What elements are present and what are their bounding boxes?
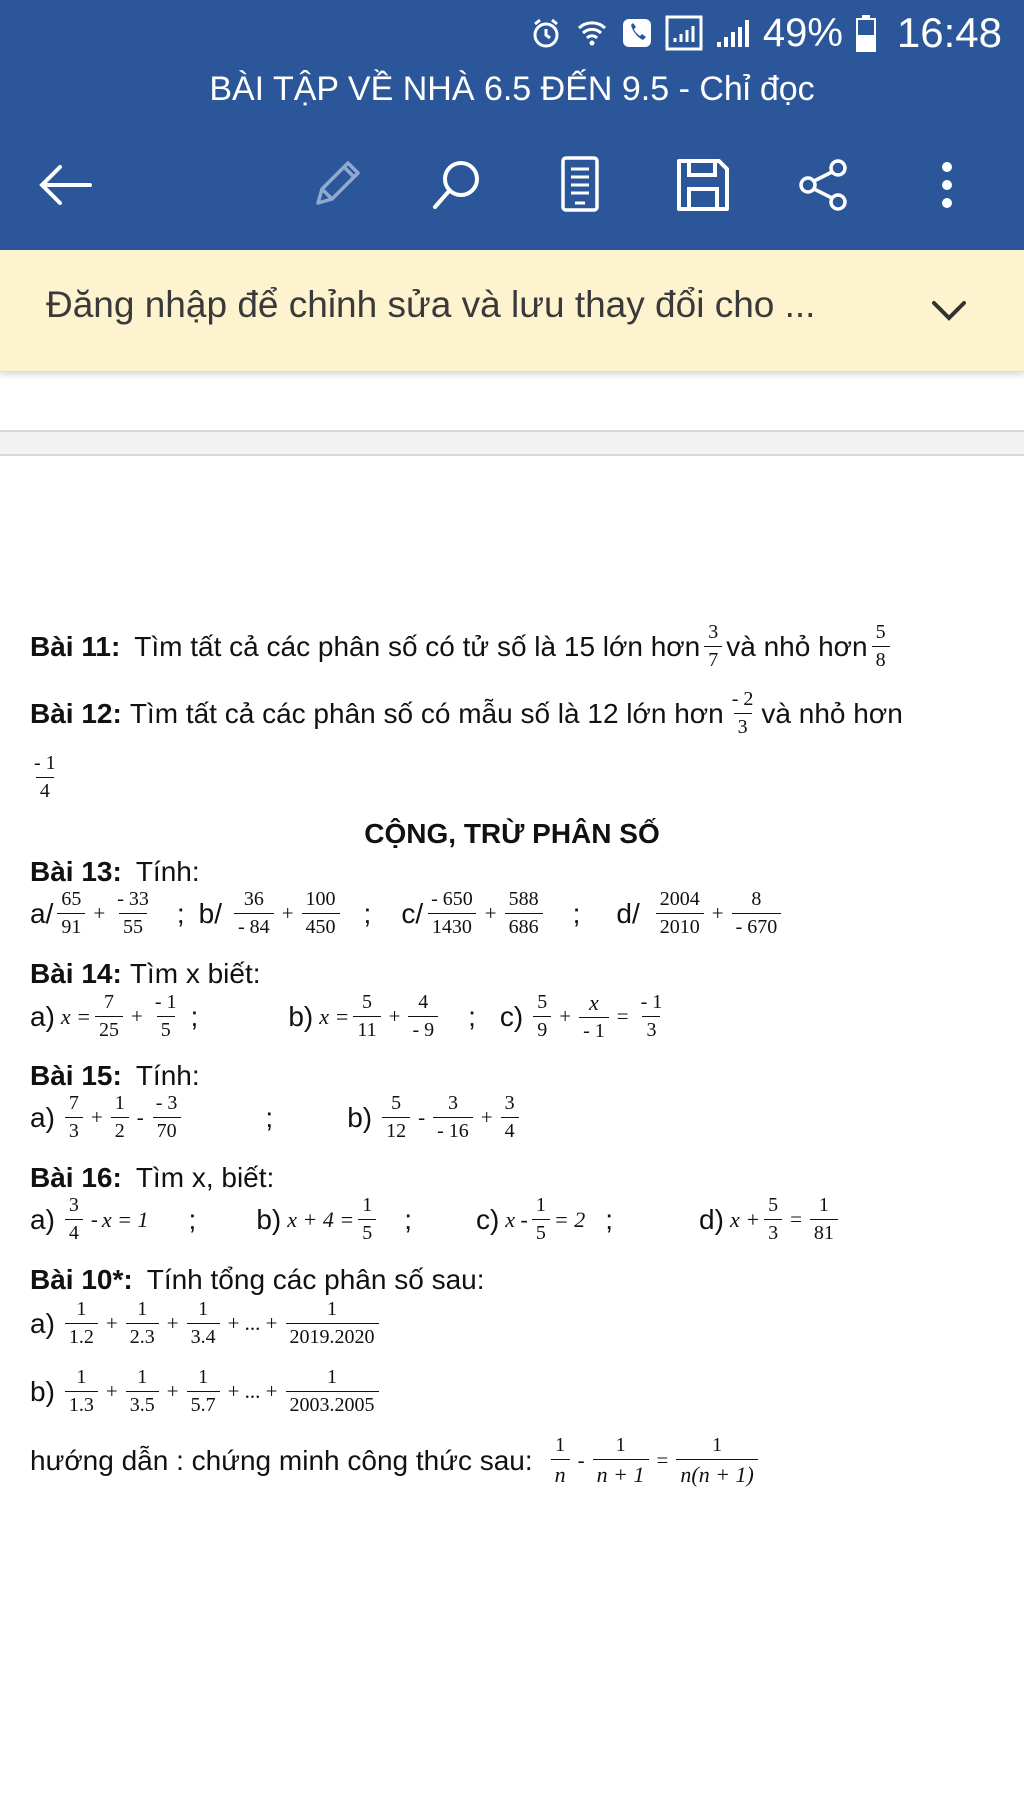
exercise-text: Tính: [135, 856, 200, 887]
app-bar [0, 0, 1024, 250]
fraction: $\frac{1}{2019.2020}$ [286, 1298, 379, 1349]
fraction: $\frac{5}{12}$ [382, 1092, 410, 1143]
separator: ; [363, 897, 372, 929]
exercise-10 [30, 1264, 485, 1296]
fraction: $\frac{4}{- 9}$ [408, 991, 438, 1042]
exercise-text: và nhỏ hơn [726, 630, 868, 662]
fraction: $\frac{7}{3}$ [65, 1092, 83, 1143]
exercise-14-items: a) x = $\frac{7}{25}$ + $\frac{- 1}{5}$ ; b) x = $\frac{5}{11}$ + $\frac{4}{- 9}$ ; c) $\frac{5}{9}$ + $\frac{x}{- 1}$ = $\frac{- 1}{3}$ [30, 990, 670, 1043]
exercise-text: Tìm tất cả các phân số có mẫu số là 12 lớn hơn [129, 697, 724, 729]
exercise-15-items: a) $\frac{7}{3}$ + $\frac{1}{2}$ - $\frac{- 3}{70}$ ; b) $\frac{5}{12}$ - $\frac{3}{- 16}$ + $\frac{3}{4}$ [30, 1092, 523, 1143]
save-icon[interactable] [670, 152, 736, 218]
item-label: b) [30, 1375, 55, 1407]
exercise-text: và nhỏ hơn [761, 697, 903, 729]
fraction: $\frac{1}{5}$ [532, 1194, 550, 1245]
fraction: $\frac{- 650}{1430}$ [427, 888, 477, 939]
exercise-label: Bài 15: [30, 1060, 122, 1091]
item-label: c) [499, 1000, 524, 1032]
item-label: a) [30, 1203, 55, 1235]
fraction: $\frac{65}{91}$ [57, 888, 85, 939]
sign-in-banner[interactable] [0, 250, 1024, 372]
exercise-10-item-b: b) $\frac{1}{1.3}$ + $\frac{1}{3.5}$ + $\frac{1}{5.7}$ + ... + $\frac{1}{2003.2005}$ [30, 1366, 383, 1417]
exercise-13-items: a/ $\frac{65}{91}$ + $\frac{- 33}{55}$ ; b/ $\frac{36}{- 84}$ + $\frac{100}{450}$ ; c/ $\frac{- 650}{1430}$ + $\frac{588}{686}$ ; d/ $\frac{2004}{2010}$ + $\frac{8}{- 670}$ [30, 888, 785, 939]
more-icon[interactable] [914, 152, 980, 218]
fraction: $\frac{- 1}{3}$ [640, 991, 663, 1042]
exercise-15 [30, 1060, 200, 1092]
separator: ; [468, 1000, 476, 1032]
fraction: $\frac{- 1}{4}$ [34, 752, 56, 802]
fraction: $\frac{- 33}{55}$ [117, 888, 149, 938]
separator: ; [605, 1203, 614, 1235]
item-label: b) [347, 1101, 373, 1133]
fraction: $\frac{5}{9}$ [533, 991, 551, 1042]
toolbar [0, 140, 1024, 230]
fraction: $\frac{588}{686}$ [505, 888, 543, 939]
fraction: $\frac{1}{5}$ [358, 1194, 376, 1245]
item-label: b) [288, 1000, 314, 1032]
exercise-12 [30, 688, 903, 739]
exercise-text: Tìm x, biết: [135, 1162, 275, 1193]
fraction: $\frac{1}{2.3}$ [126, 1298, 159, 1349]
fraction: $\frac{1}{n}$ [551, 1434, 570, 1487]
fraction: $\frac{2004}{2010}$ [656, 888, 704, 939]
exercise-13 [30, 856, 200, 888]
wifi-icon [575, 16, 609, 50]
pencil-icon[interactable] [303, 152, 369, 218]
hint-text: hướng dẫn : chứng minh công thức sau: [30, 1444, 533, 1476]
banner-text: Đăng nhập để chỉnh sửa và lưu thay đổi cho ... [46, 284, 816, 325]
document-page[interactable] [0, 456, 1024, 1820]
exercise-label: Bài 11: [30, 630, 121, 662]
fraction: $\frac{3}{- 16}$ [433, 1092, 473, 1143]
exercise-16-items: a) $\frac{3}{4}$ - x = 1 ; b) x + 4 = $\frac{1}{5}$ ; c) x - $\frac{1}{5}$ = 2 ; d) x + $\frac{5}{3}$ = $\frac{1}{81}$ [30, 1194, 842, 1245]
fraction: $\frac{- 1}{5}$ [154, 991, 177, 1042]
back-arrow-icon[interactable] [32, 152, 98, 218]
separator: ; [404, 1203, 412, 1235]
alarm-icon [529, 16, 563, 50]
signal-bars-icon [715, 15, 751, 51]
item-label: d) [699, 1203, 724, 1235]
battery-percentage: 49% [762, 10, 843, 55]
exercise-label: Bài 16: [30, 1162, 122, 1193]
hint-line: hướng dẫn : chứng minh công thức sau: $\frac{1}{n}$ - $\frac{1}{n + 1}$ = $\frac{1}{n(n + 1)}$ [30, 1434, 762, 1487]
fraction: $\frac{1}{5.7}$ [187, 1366, 220, 1417]
clock: 16:48 [896, 9, 1002, 56]
document-title: BÀI TẬP VỀ NHÀ 6.5 ĐẾN 9.5 - Chỉ đọc [209, 70, 815, 108]
separator: ; [190, 1000, 199, 1032]
fraction: $\frac{1}{3.5}$ [126, 1366, 159, 1417]
exercise-text: Tính: [135, 1060, 200, 1091]
fraction: $\frac{1}{n(n + 1)}$ [676, 1434, 758, 1487]
exercise-11 [30, 621, 894, 672]
fraction: $\frac{7}{25}$ [95, 991, 123, 1042]
fraction: $\frac{100}{450}$ [302, 888, 340, 939]
fraction: $\frac{1}{n + 1}$ [593, 1434, 649, 1487]
exercise-label: Bài 13: [30, 856, 122, 887]
exercise-label: Bài 12: [30, 697, 122, 729]
exercise-text: Tính tổng các phân số sau: [146, 1264, 485, 1295]
separator: ; [572, 897, 581, 929]
item-label: a) [30, 1101, 55, 1133]
item-label: c/ [401, 897, 424, 929]
fraction: $\frac{1}{81}$ [810, 1194, 838, 1245]
exercise-10-item-a: a) $\frac{1}{1.2}$ + $\frac{1}{2.3}$ + $\frac{1}{3.4}$ + ... + $\frac{1}{2019.2020}$ [30, 1298, 383, 1349]
fraction: $\frac{1}{2}$ [111, 1092, 129, 1143]
fraction: $\frac{x}{- 1}$ [579, 990, 609, 1043]
exercise-12-continued [26, 752, 64, 803]
chevron-down-icon[interactable] [926, 288, 972, 334]
reading-view-icon[interactable] [547, 152, 613, 218]
fraction: $\frac{3}{7}$ [704, 621, 722, 672]
item-label: a) [30, 1000, 55, 1032]
exercise-16 [30, 1162, 274, 1194]
fraction: $\frac{1}{1.3}$ [65, 1366, 98, 1417]
exercise-text: Tìm x biết: [129, 958, 261, 989]
item-label: d/ [616, 897, 640, 929]
fraction: $\frac{8}{- 670}$ [732, 888, 782, 939]
page-separator [0, 430, 1024, 456]
exercise-14 [30, 958, 261, 990]
exercise-label: Bài 10*: [30, 1264, 133, 1295]
fraction: $\frac{1}{2003.2005}$ [286, 1366, 379, 1417]
fraction: $\frac{- 2}{3}$ [731, 688, 754, 738]
battery-icon [855, 14, 877, 52]
section-heading: CỘNG, TRỪ PHÂN SỐ [364, 818, 660, 849]
exercise-text: Tìm tất cả các phân số có tử số là 15 lớn hơn [134, 630, 701, 662]
item-label: c) [475, 1203, 500, 1235]
fraction: $\frac{- 3}{70}$ [152, 1092, 182, 1143]
item-label: b/ [198, 897, 223, 929]
fraction: $\frac{1}{1.2}$ [65, 1298, 98, 1349]
share-icon[interactable] [791, 152, 857, 218]
search-icon[interactable] [424, 152, 490, 218]
separator: ; [176, 897, 185, 929]
item-label: b) [256, 1203, 282, 1235]
phone-icon [621, 16, 653, 50]
status-bar [529, 10, 1002, 56]
fraction: $\frac{5}{11}$ [353, 991, 380, 1042]
fraction: $\frac{1}{3.4}$ [187, 1298, 220, 1349]
separator: ; [188, 1203, 197, 1235]
item-label: a/ [30, 897, 54, 929]
exercise-label: Bài 14: [30, 958, 122, 989]
item-label: a) [30, 1307, 55, 1339]
signal-icon [665, 14, 703, 52]
fraction: $\frac{3}{4}$ [501, 1092, 519, 1143]
fraction: $\frac{5}{3}$ [764, 1194, 782, 1245]
fraction: $\frac{36}{- 84}$ [234, 888, 274, 939]
fraction: $\frac{5}{8}$ [872, 621, 890, 672]
fraction: $\frac{3}{4}$ [65, 1194, 83, 1245]
separator: ; [265, 1101, 274, 1133]
